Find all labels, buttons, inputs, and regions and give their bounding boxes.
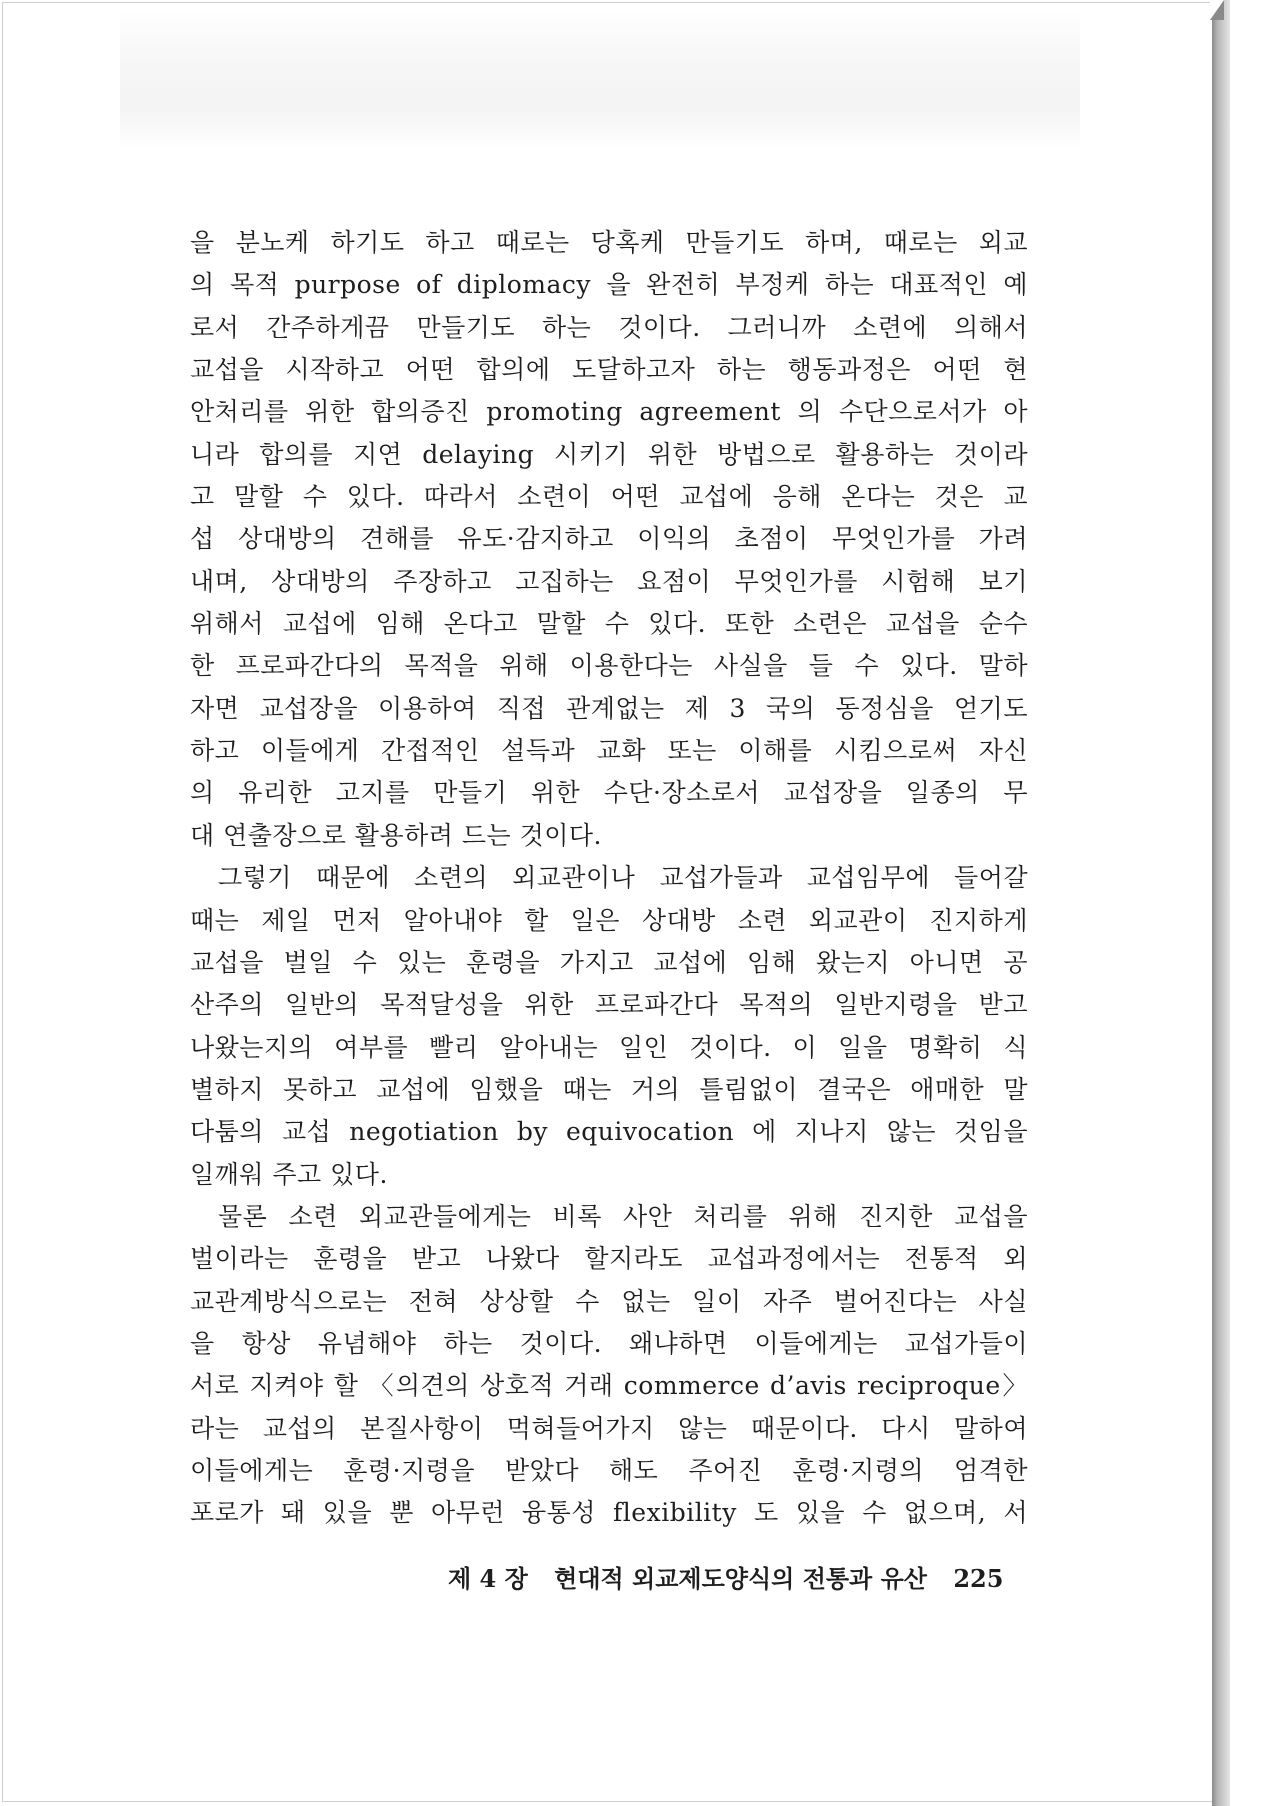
text-line: 교섭을 시작하고 어떤 합의에 도달하고자 하는 행동과정은 어떤 현 — [190, 355, 1028, 385]
text-line: 일깨워 주고 있다. — [190, 1159, 388, 1189]
footer-chapter-title: 현대적 외교제도양식의 전통과 유산 — [554, 1564, 927, 1593]
page-number: 225 — [953, 1564, 1004, 1593]
text-line: 을 항상 유념해야 하는 것이다. 왜냐하면 이들에게는 교섭가들이 — [190, 1328, 1028, 1358]
text-line: 로서 간주하게끔 만들기도 하는 것이다. 그러니까 소련에 의해서 — [190, 312, 1028, 342]
text-line: 포로가 돼 있을 뿐 아무런 융통성 flexibility 도 있을 수 없으며, 서 — [190, 1498, 1028, 1528]
text-line: 이들에게는 훈령·지령을 받았다 해도 주어진 훈령·지령의 엄격한 — [190, 1455, 1028, 1485]
text-line: 대 연출장으로 활용하려 드는 것이다. — [190, 820, 602, 850]
text-line: 교관계방식으로는 전혀 상상할 수 없는 일이 자주 벌어진다는 사실 — [190, 1286, 1028, 1316]
text-line: 고 말할 수 있다. 따라서 소련이 어떤 교섭에 응해 온다는 것은 교 — [190, 482, 1028, 512]
footer-chapter: 제 4 장 — [448, 1564, 528, 1593]
text-line: 다툼의 교섭 negotiation by equivocation 에 지나지 않는 것임을 — [190, 1117, 1028, 1147]
text-line: 위해서 교섭에 임해 온다고 말할 수 있다. 또한 소련은 교섭을 순수 — [190, 609, 1028, 639]
text-line: 안처리를 위한 합의증진 promoting agreement 의 수단으로서가 아 — [190, 397, 1028, 427]
page-edge-shadow — [1212, 0, 1230, 1806]
page-corner-fold — [1210, 0, 1224, 20]
text-line: 때는 제일 먼저 알아내야 할 일은 상대방 소련 외교관이 진지하게 — [190, 905, 1028, 935]
text-line: 니라 합의를 지연 delaying 시키기 위한 방법으로 활용하는 것이라 — [190, 439, 1028, 469]
text-line: 의 유리한 고지를 만들기 위한 수단·장소로서 교섭장을 일종의 무 — [190, 778, 1028, 808]
text-line: 자면 교섭장을 이용하여 직접 관계없는 제 3 국의 동정심을 얻기도 — [190, 693, 1028, 723]
text-line: 내며, 상대방의 주장하고 고집하는 요점이 무엇인가를 시험해 보기 — [190, 566, 1028, 596]
text-line: 산주의 일반의 목적달성을 위한 프로파간다 목적의 일반지령을 받고 — [190, 990, 1028, 1020]
text-line: 섭 상대방의 견해를 유도·감지하고 이익의 초점이 무엇인가를 가려 — [190, 524, 1028, 554]
scan-shadow-band — [120, 10, 1080, 150]
running-footer — [448, 1558, 1008, 1600]
text-line: 물론 소련 외교관들에게는 비록 사안 처리를 위해 진지한 교섭을 — [218, 1201, 1028, 1231]
text-line: 나왔는지의 여부를 빨리 알아내는 일인 것이다. 이 일을 명확히 식 — [190, 1032, 1028, 1062]
text-line: 서로 지켜야 할 〈의견의 상호적 거래 commerce d’avis reciproque〉 — [190, 1371, 1028, 1401]
text-line: 벌이라는 훈령을 받고 나왔다 할지라도 교섭과정에서는 전통적 외 — [190, 1244, 1028, 1274]
text-line: 을 분노케 하기도 하고 때로는 당혹케 만들기도 하며, 때로는 외교 — [190, 228, 1028, 257]
text-line: 하고 이들에게 간접적인 설득과 교화 또는 이해를 시킴으로써 자신 — [190, 736, 1028, 766]
body-text — [190, 222, 1028, 1535]
text-line: 그렇기 때문에 소련의 외교관이나 교섭가들과 교섭임무에 들어갈 — [218, 863, 1028, 893]
text-line: 교섭을 벌일 수 있는 훈령을 가지고 교섭에 임해 왔는지 아니면 공 — [190, 947, 1028, 977]
text-line: 의 목적 purpose of diplomacy 을 완전히 부정케 하는 대표적인 예 — [190, 270, 1028, 300]
text-line: 라는 교섭의 본질사항이 먹혀들어가지 않는 때문이다. 다시 말하여 — [190, 1413, 1028, 1443]
text-line: 한 프로파간다의 목적을 위해 이용한다는 사실을 들 수 있다. 말하 — [190, 651, 1028, 681]
text-line: 별하지 못하고 교섭에 임했을 때는 거의 틀림없이 결국은 애매한 말 — [190, 1074, 1028, 1104]
